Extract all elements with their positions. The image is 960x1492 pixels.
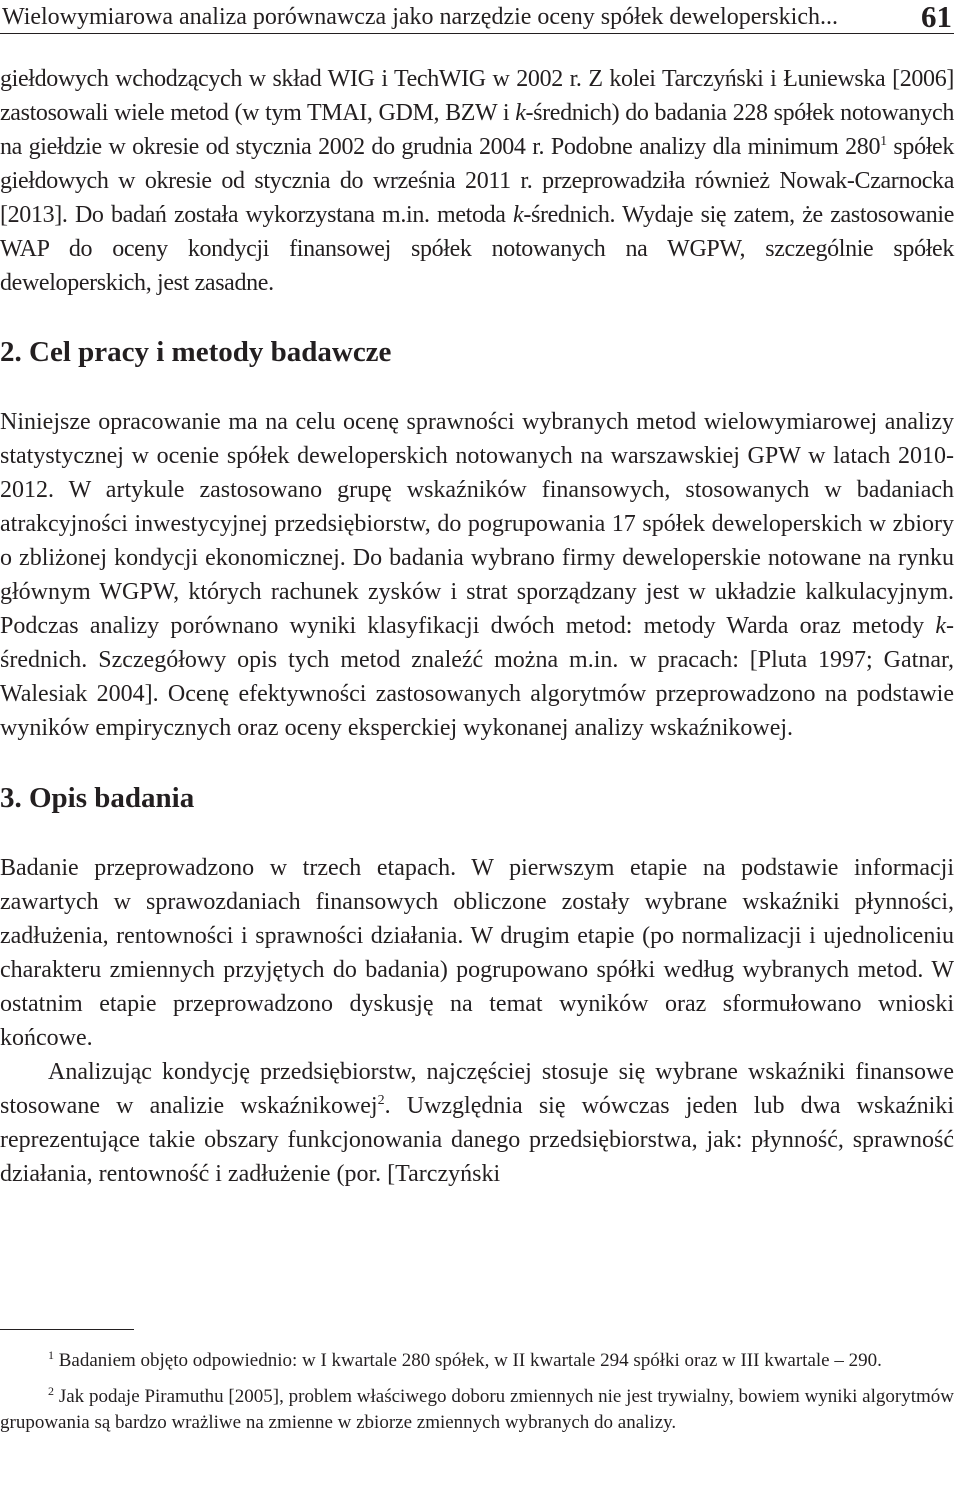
footnote-mark: 2 bbox=[48, 1384, 54, 1398]
paragraph-text: -średnich. Szczegółowy opis tych metod znaleźć można m.in. w pracach: [Pluta 1997; Gatnar, Walesiak 2004]. Ocenę efektywności zastosowanych algorytmów przeprowadzono na podstawie wyników empirycznych oraz oceny eksperckiej wykonanej analizy wskaźnikowej. bbox=[0, 613, 954, 741]
page-number: 61 bbox=[921, 0, 952, 34]
paragraph-text: Analizując kondycję przedsiębiorstw, najczęściej stosuje się wybrane wskaźniki finansowe stosowane w analizie wskaźnikowej bbox=[0, 1059, 954, 1119]
paragraph-text: Niniejsze opracowanie ma na celu ocenę sprawności wybranych metod wielowymiarowej analizy statystycznej w ocenie spółek deweloperskich notowanych na warszawskiej GPW w latach 2010-2012. W artykule zastosowano grupę wskaźników finansowych, stosowanych w badaniach atrakcyjności inwestycyjnej przedsiębiorstw, do pogrupowania 17 spółek deweloperskich w zbiory o zbliżonej kondycji ekonomicznej. Do badania wybrano firmy deweloperskie notowane na rynku głównym WGPW, których rachunek zysków i strat sporządzany jest w układzie kalkulacyjnym. Podczas analizy porównano wyniki klasyfikacji dwóch metod: metody Warda oraz metody bbox=[0, 409, 954, 639]
footnote-text: Jak podaje Piramuthu [2005], problem właściwego doboru zmiennych nie jest trywialny, bowiem wyniki algorytmów grupowania są bardzo wrażliwe na zmienne w zbiorze zmiennych wybranych do analizy. bbox=[0, 1386, 954, 1433]
section-heading-opis-badania: 3. Opis badania bbox=[0, 782, 195, 814]
italic-k: k bbox=[515, 100, 526, 126]
running-title: Wielowymiarowa analiza porównawcza jako narzędzie oceny spółek deweloperskich... bbox=[2, 4, 839, 30]
running-header bbox=[0, 0, 954, 34]
footnote-mark: 1 bbox=[48, 1348, 54, 1362]
section-heading-cel-pracy: 2. Cel pracy i metody badawcze bbox=[0, 336, 392, 368]
footnote-ref-1: 1 bbox=[880, 134, 887, 149]
paragraph-text: -średnich) do badania 228 spółek notowanych na giełdzie w okresie od stycznia 2002 do grudnia 2004 r. Podobne analizy dla minimum 280 bbox=[0, 100, 954, 160]
main-text bbox=[0, 62, 954, 1191]
footnote-text: Badaniem objęto odpowiednio: w I kwartale 280 spółek, w II kwartale 294 spółki oraz w III kwartale – 290. bbox=[58, 1350, 882, 1371]
footnote-1 bbox=[0, 1348, 954, 1374]
italic-k: k bbox=[513, 202, 524, 228]
paragraph-opis-badania-2 bbox=[0, 1055, 954, 1191]
paragraph-text: -średnich. Wydaje się zatem, że zastosowanie WAP do oceny kondycji finansowej spółek notowanych na WGPW, szczególnie spółek deweloperskich, jest zasadne. bbox=[0, 202, 954, 296]
italic-k: k bbox=[935, 613, 946, 639]
paragraph-text: giełdowych wchodzących w skład WIG i TechWIG w 2002 r. Z kolei Tarczyński i Łuniewska [2006] zastosowali wiele metod (w tym TMAI, GDM, BZW i bbox=[0, 66, 954, 126]
footnote-ref-2: 2 bbox=[377, 1093, 385, 1108]
paragraph-text: spółek giełdowych w okresie od stycznia do września 2011 r. przeprowadziła również Nowak-Czarnocka [2013]. Do badań została wykorzystana m.in. metoda bbox=[0, 134, 954, 228]
paragraph-intro-continuation bbox=[0, 62, 954, 300]
footnotes bbox=[0, 1348, 954, 1446]
footnote-2 bbox=[0, 1384, 954, 1436]
paragraph-cel-pracy bbox=[0, 405, 954, 745]
paragraph-text: . Uwzględnia się wówczas jeden lub dwa wskaźniki reprezentujące takie obszary funkcjonowania danego przedsiębiorstwa, jak: płynność, sprawność działania, rentowność i zadłużenie (por. [Tarczyński bbox=[0, 1093, 954, 1187]
paragraph-opis-badania-1: Badanie przeprowadzono w trzech etapach. W pierwszym etapie na podstawie informacji zawartych w sprawozdaniach finansowych obliczone zostały wybrane wskaźniki płynności, zadłużenia, rentowności i sprawności działania. W drugim etapie (po normalizacji i ujednoliceniu charakteru zmiennych przyjętych do badania) pogrupowano spółki według wybranych metod. W ostatnim etapie przeprowadzono dyskusję na temat wyników oraz sformułowano wnioski końcowe. bbox=[0, 855, 954, 1051]
footnote-separator bbox=[0, 1329, 134, 1330]
